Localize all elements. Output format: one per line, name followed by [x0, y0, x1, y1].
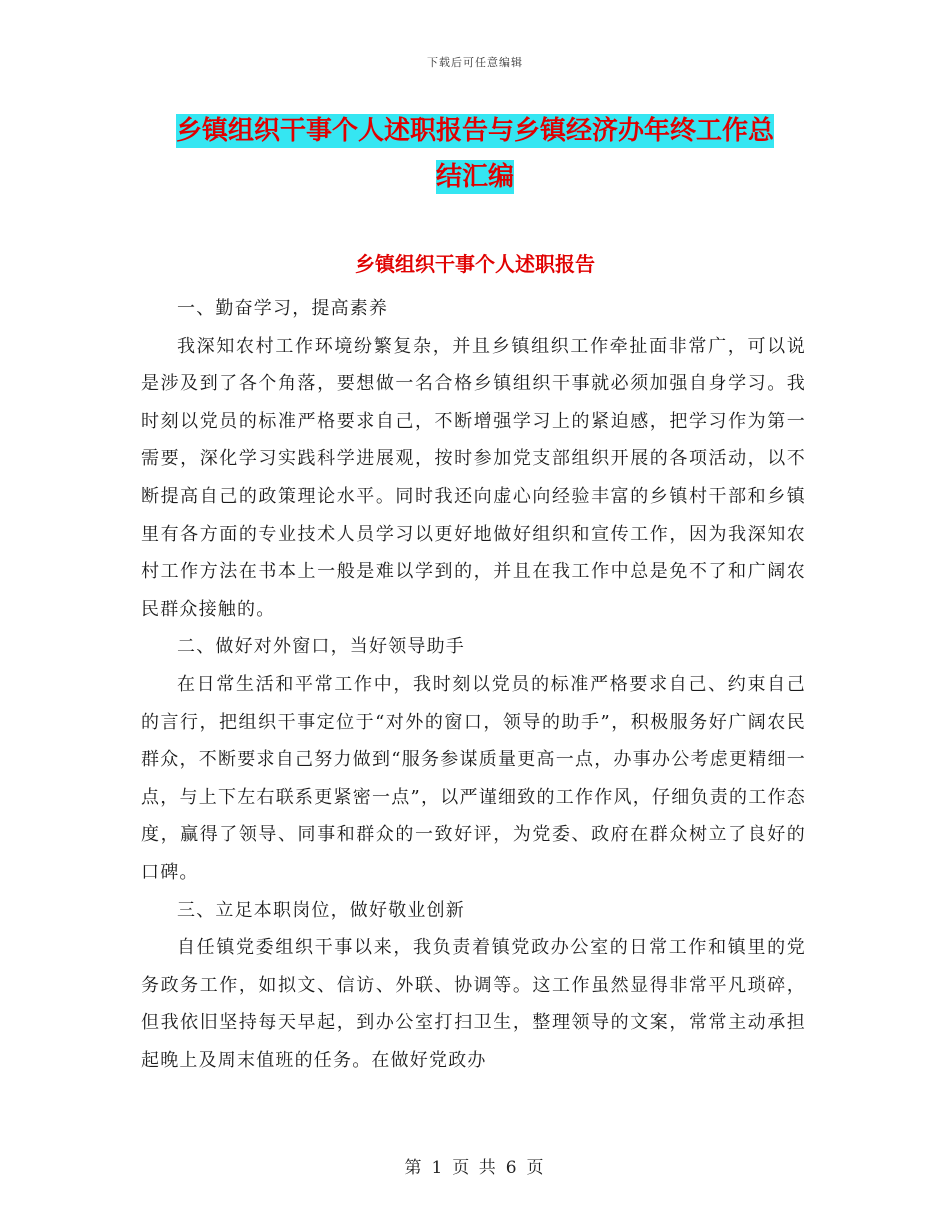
footer-total-pages: 6	[505, 1158, 519, 1178]
heading-2: 二、做好对外窗口，当好领导助手	[177, 636, 465, 658]
footer-mid: 页 共	[452, 1158, 498, 1178]
section-title: 乡镇组织干事个人述职报告	[355, 252, 595, 276]
heading-1: 一、勤奋学习，提高素养	[177, 298, 389, 319]
document-title-line-2: 结汇编	[435, 162, 514, 192]
page-header-note: 下载后可任意编辑	[427, 56, 523, 69]
document-title-line-1: 乡镇组织干事个人述职报告与乡镇经济办年终工作总	[175, 116, 774, 146]
page-footer	[0, 1153, 950, 1178]
paragraph-2: 在日常生活和平常工作中，我时刻以党员的标准严格要求自己、约束自己的言行，把组织干事定位于“对外的窗口，领导的助手”，积极服务好广阔农民群众，不断要求自己努力做到“服务参谋质量更高一点，办事办公考虑更精细一点，与上下左右联系更紧密一点”，以严谨细致的工作作风，仔细负责的工作态度，赢得了领导、同事和群众的一致好评，为党委、政府在群众树立了良好的口碑。	[141, 673, 806, 883]
paragraph-1: 我深知农村工作环境纷繁复杂，并且乡镇组织工作牵扯面非常广，可以说是涉及到了各个角落，要想做一名合格乡镇组织干事就必须加强自身学习。我时刻以党员的标准严格要求自己，不断增强学习上的紧迫感，把学习作为第一需要，深化学习实践科学进展观，按时参加党支部组织开展的各项活动，以不断提高自己的政策理论水平。同时我还向虚心向经验丰富的乡镇村干部和乡镇里有各方面的专业技术人员学习以更好地做好组织和宣传工作，因为我深知农村工作方法在书本上一般是难以学到的，并且在我工作中总是免不了和广阔农民群众接触的。	[141, 335, 806, 620]
heading-3: 三、立足本职岗位，做好敬业创新	[177, 899, 465, 921]
footer-page-number: 1	[431, 1158, 445, 1178]
document-body	[141, 290, 806, 1079]
document-title	[140, 108, 810, 200]
paragraph-3: 自任镇党委组织干事以来，我负责着镇党政办公室的日常工作和镇里的党务政务工作，如拟文、信访、外联、协调等。这工作虽然显得非常平凡琐碎，但我依旧坚持每天早起，到办公室打扫卫生，整理领导的文案，常常主动承担起晚上及周末值班的任务。在做好党政办	[141, 937, 806, 1071]
footer-suffix: 页	[526, 1158, 546, 1178]
footer-prefix: 第	[404, 1158, 424, 1178]
